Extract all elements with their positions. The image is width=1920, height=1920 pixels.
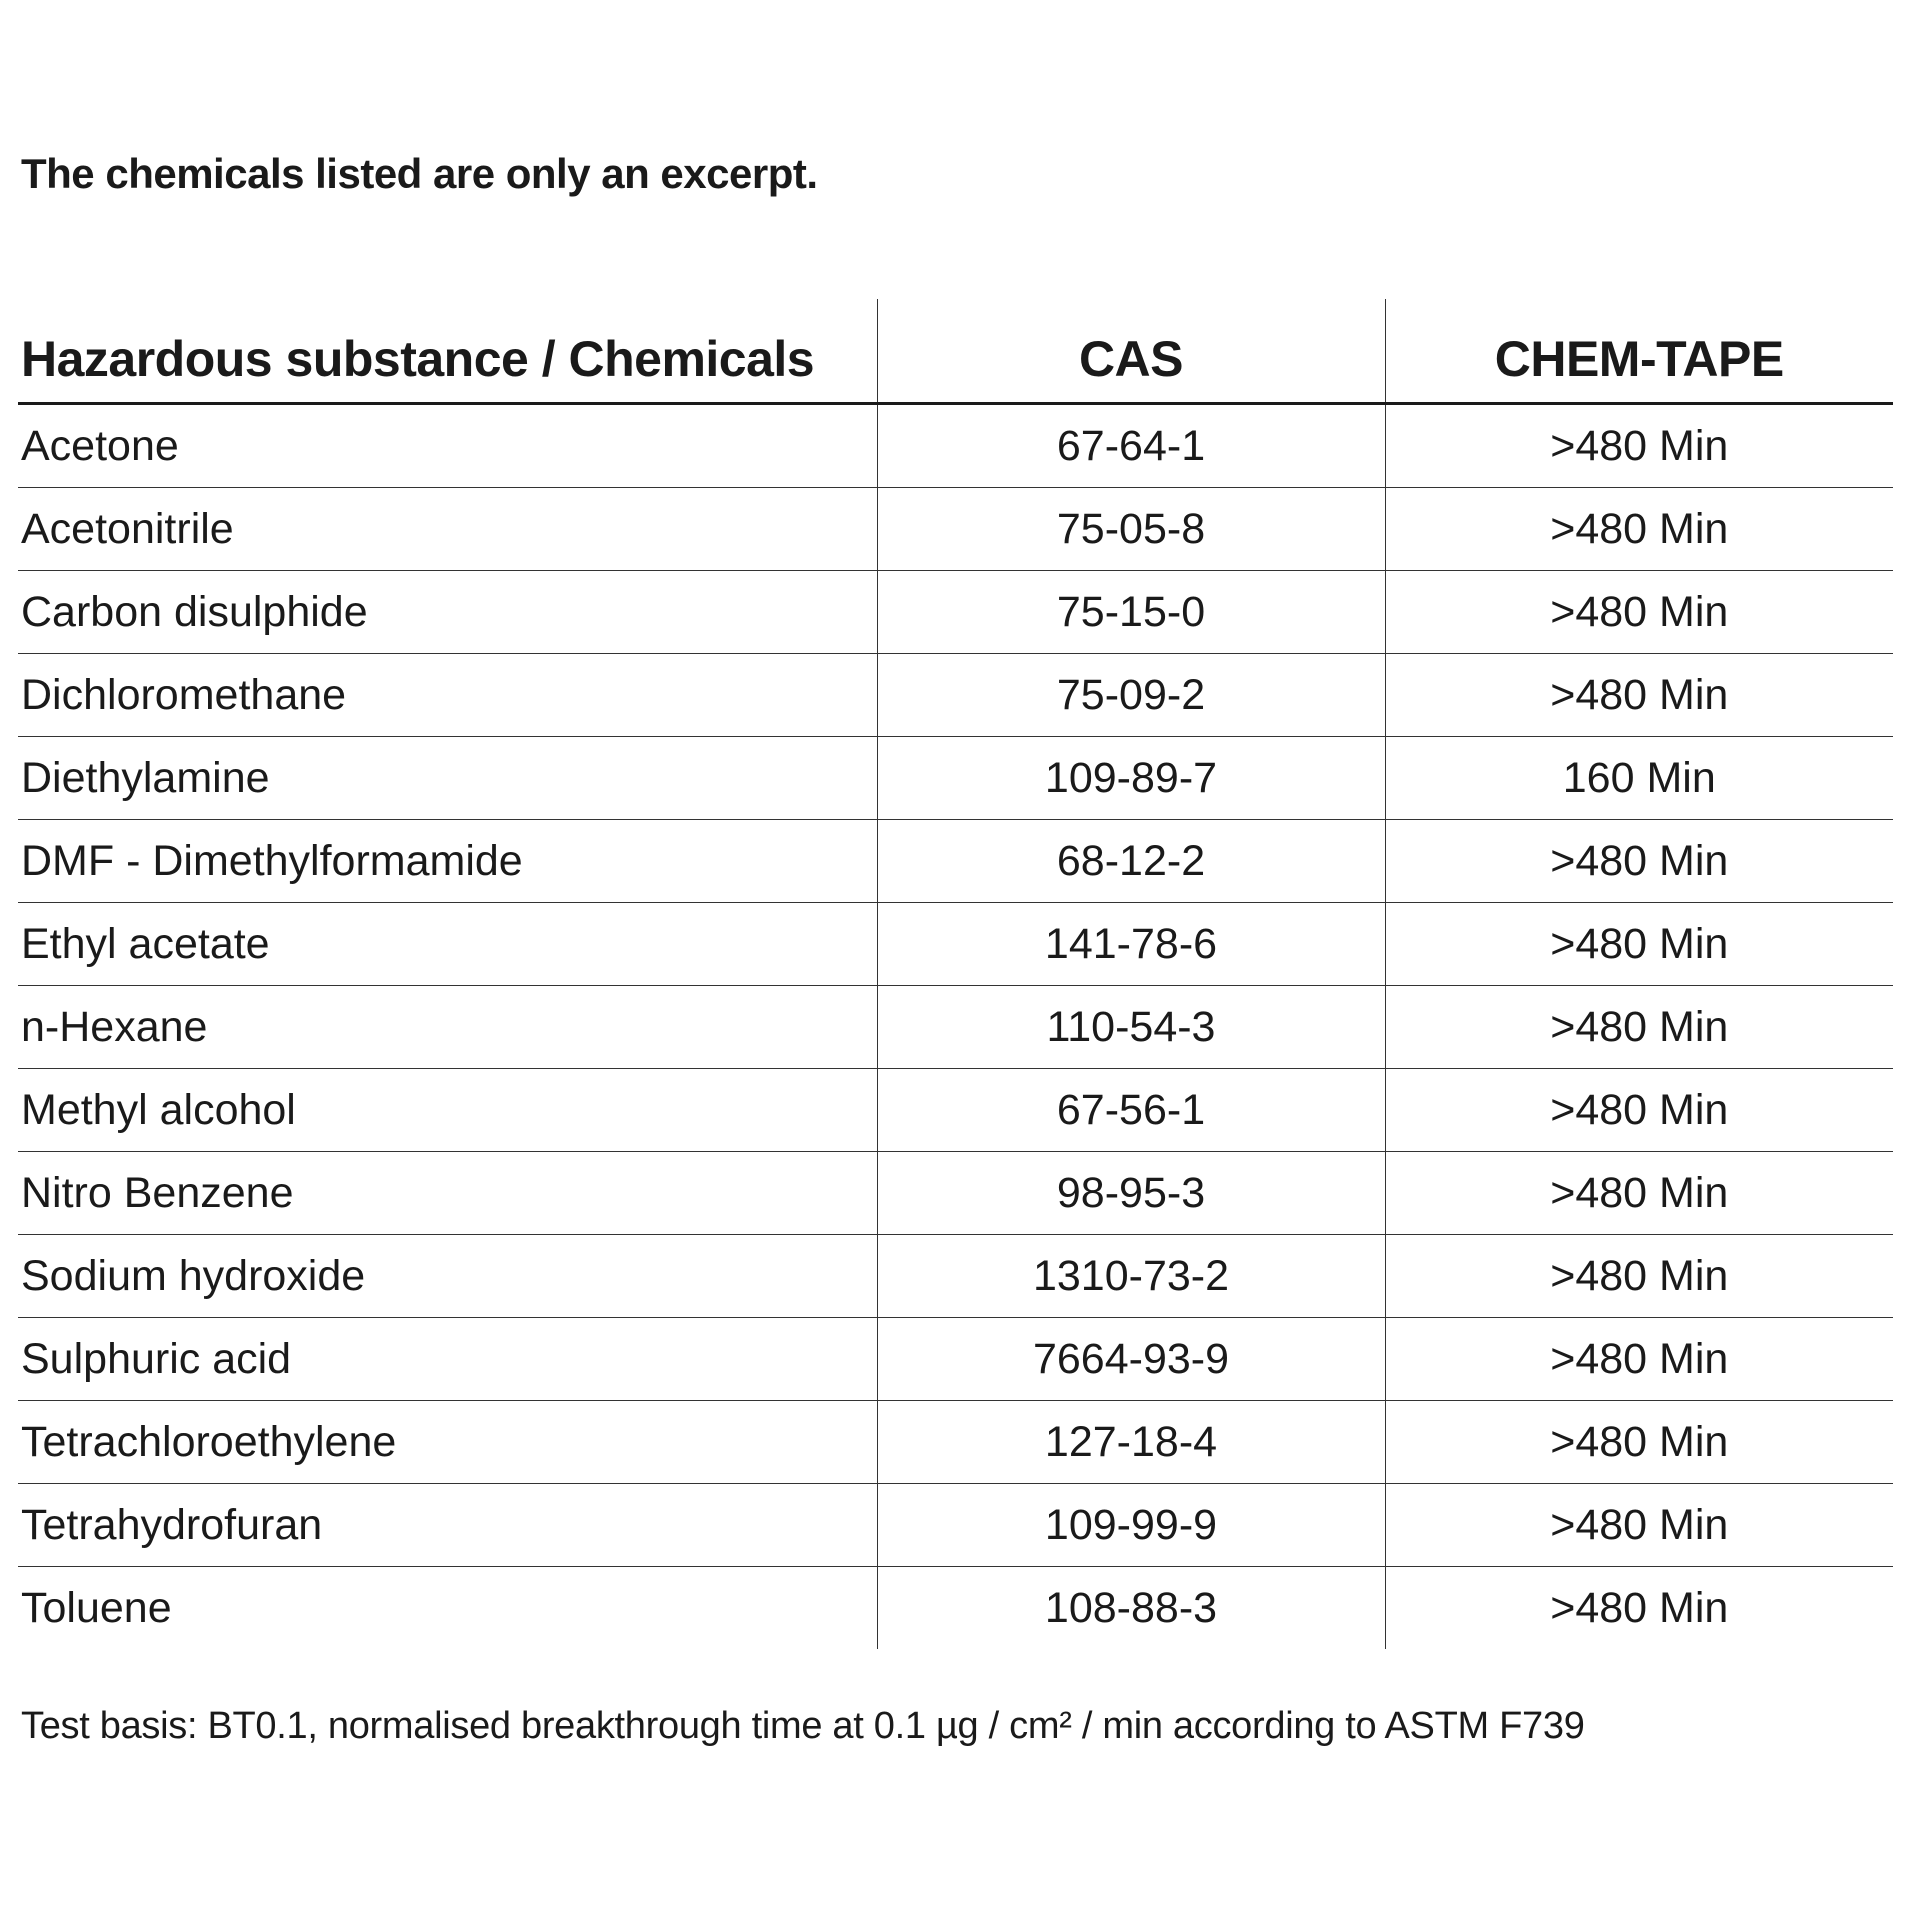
table-row [18,1235,1893,1318]
cas-cell: 75-09-2 [877,654,1385,737]
table-row [18,1484,1893,1567]
table-row [18,820,1893,903]
breakthrough-time-cell: 160 Min [1385,737,1893,820]
table-row [18,986,1893,1069]
breakthrough-time-cell: >480 Min [1385,1235,1893,1318]
substance-cell: Sodium hydroxide [18,1235,877,1318]
header-chem-tape: CHEM-TAPE [1385,299,1893,404]
substance-cell: Diethylamine [18,737,877,820]
table-row [18,903,1893,986]
breakthrough-time-cell: >480 Min [1385,1069,1893,1152]
breakthrough-time-cell: >480 Min [1385,1567,1893,1650]
header-cas: CAS [877,299,1385,404]
substance-cell: Sulphuric acid [18,1318,877,1401]
breakthrough-time-cell: >480 Min [1385,1401,1893,1484]
cas-cell: 108-88-3 [877,1567,1385,1650]
substance-cell: DMF - Dimethylformamide [18,820,877,903]
breakthrough-time-cell: >480 Min [1385,654,1893,737]
cas-cell: 75-05-8 [877,488,1385,571]
table-row [18,1152,1893,1235]
substance-cell: Carbon disulphide [18,571,877,654]
substance-cell: Nitro Benzene [18,1152,877,1235]
header-substance: Hazardous substance / Chemicals [18,299,877,404]
table-row [18,1401,1893,1484]
breakthrough-time-cell: >480 Min [1385,986,1893,1069]
cas-cell: 141-78-6 [877,903,1385,986]
breakthrough-time-cell: >480 Min [1385,1152,1893,1235]
test-basis-footnote: Test basis: BT0.1, normalised breakthrough time at 0.1 µg / cm² / min according to ASTM F739 [21,1705,1585,1747]
table-row [18,1567,1893,1650]
breakthrough-time-cell: >480 Min [1385,1318,1893,1401]
substance-cell: Methyl alcohol [18,1069,877,1152]
substance-cell: Acetone [21,421,179,470]
breakthrough-time-cell: >480 Min [1385,404,1893,488]
cas-cell: 109-99-9 [877,1484,1385,1567]
table-row [18,404,1893,488]
table-row [18,1069,1893,1152]
cas-cell: 110-54-3 [877,986,1385,1069]
cas-cell: 109-89-7 [877,737,1385,820]
substance-cell: Tetrachloroethylene [18,1401,877,1484]
substance-cell: Toluene [18,1567,877,1650]
substance-cell: n-Hexane [18,986,877,1069]
substance-cell: Acetonitrile [18,488,877,571]
breakthrough-time-cell: >480 Min [1385,571,1893,654]
breakthrough-time-cell: >480 Min [1385,903,1893,986]
breakthrough-time-cell: >480 Min [1385,820,1893,903]
breakthrough-time-cell: >480 Min [1385,488,1893,571]
breakthrough-time-cell: >480 Min [1385,1484,1893,1567]
cas-cell: 7664-93-9 [877,1318,1385,1401]
substance-cell: Tetrahydrofuran [18,1484,877,1567]
cas-cell: 67-64-1 [877,404,1385,488]
table-row [18,737,1893,820]
cas-cell: 127-18-4 [877,1401,1385,1484]
cas-cell: 68-12-2 [877,820,1385,903]
cas-cell: 1310-73-2 [877,1235,1385,1318]
cas-cell: 98-95-3 [877,1152,1385,1235]
substance-cell: Dichloromethane [18,654,877,737]
table-row [18,488,1893,571]
table-row [18,571,1893,654]
substance-cell: Ethyl acetate [18,903,877,986]
table-header-row [18,299,1893,404]
excerpt-note: The chemicals listed are only an excerpt. [21,150,818,197]
cas-cell: 67-56-1 [877,1069,1385,1152]
cas-cell: 75-15-0 [877,571,1385,654]
table-row [18,1318,1893,1401]
chemical-resistance-table [18,299,1893,1649]
table-row [18,654,1893,737]
